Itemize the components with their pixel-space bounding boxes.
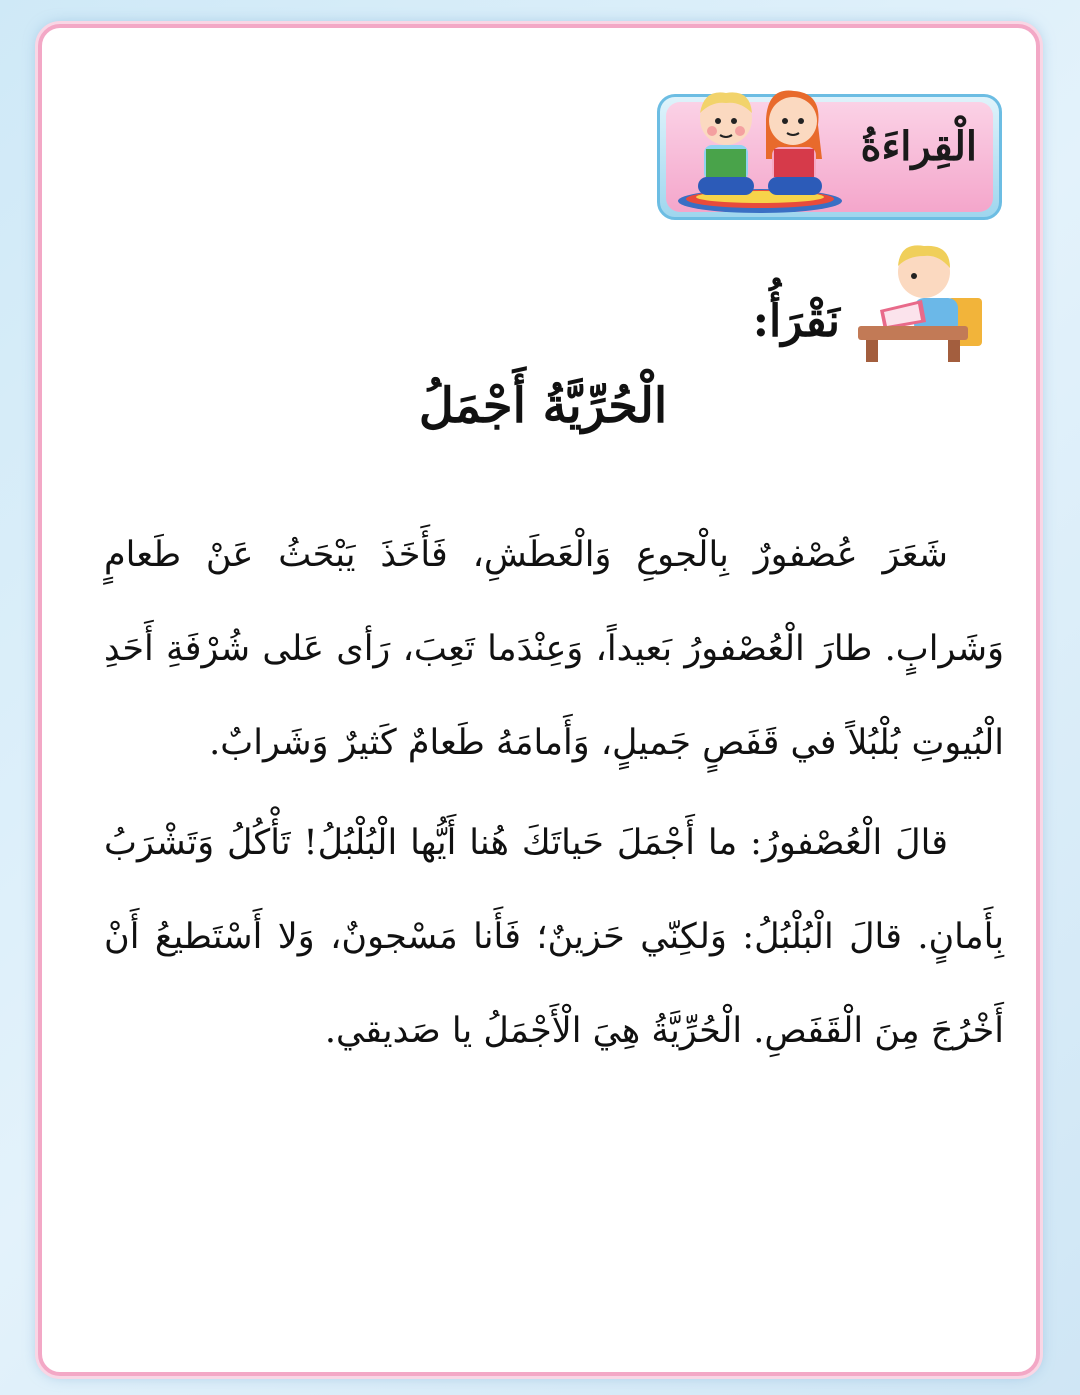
story-title: الْحُرِّيَّةُ أَجْمَلُ [418,378,668,434]
section-banner [657,94,1002,220]
children-reading-books-icon [668,89,848,217]
read-heading: نَقْرَأُ: [752,296,840,347]
story-paragraph: قالَ الْعُصْفورُ: ما أَجْمَلَ حَياتَكَ هُنا أَيُّها الْبُلْبُلُ! تَأْكُلُ وَتَشْرَبُ بِأَمانٍ. قالَ الْبُلْبُلُ: وَلكِنّي حَزينٌ؛ فَأَنا مَسْجونٌ، وَلا أَسْتَطيعُ أَنْ أَخْرُجَ مِنَ الْقَفَصِ. الْحُرِّيَّةُ هِيَ الْأَجْمَلُ يا صَديقي. [104,823,1004,1051]
worksheet-page [38,24,1040,1376]
section-title: الْقِراءَةُ [860,123,977,170]
story-paragraph: شَعَرَ عُصْفورٌ بِالْجوعِ وَالْعَطَشِ، فَأَخَذَ يَبْحَثُ عَنْ طَعامٍ وَشَرابٍ. طارَ الْعُصْفورُ بَعيداً، وَعِنْدَما تَعِبَ، رَأى عَلى شُرْفَةِ أَحَدِ الْبُيوتِ بُلْبُلاً في قَفَصٍ جَميلٍ، وَأَمامَهُ طَعامٌ كَثيرٌ وَشَرابٌ. [104,535,1004,763]
child-reading-at-desk-icon [852,240,992,365]
story-text [104,508,1004,1078]
